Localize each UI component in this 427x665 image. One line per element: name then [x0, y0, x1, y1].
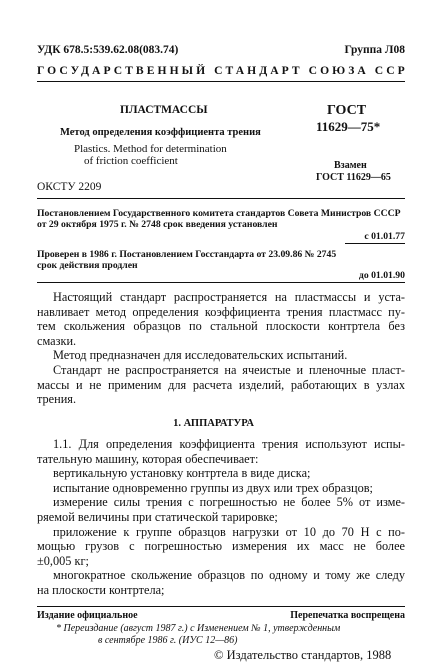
introduction-date: с 01.01.77	[364, 231, 405, 242]
reissue-note-line2: в сентябре 1986 г. (ИУС 12—86)	[98, 635, 238, 646]
subtitle-english-line1: Plastics. Method for determination	[74, 143, 227, 155]
official-edition: Издание официальное	[37, 610, 138, 621]
gost-number: 11629—75*	[316, 119, 381, 134]
subtitle-russian: Метод определения коэффициента трения	[60, 127, 261, 138]
okstu-code: ОКСТУ 2209	[37, 181, 102, 193]
decree-line2: от 29 октября 1975 г. № 2748 срок введения установлен	[37, 219, 278, 230]
group-code: Группа Л08	[344, 44, 405, 56]
intro-p3-line1: Стандарт не распространяется на ячеистые и пленочные пласт-	[53, 362, 405, 377]
intro-p1-line4: смазки.	[37, 333, 77, 348]
intro-p2: Метод предназначен для исследовательских испытаний.	[53, 348, 348, 363]
replaces-label: Взамен	[334, 160, 367, 171]
decree-rule	[37, 282, 405, 283]
intro-p1-line1: Настоящий стандарт распространяется на пластмассы и уста-	[53, 290, 405, 304]
decree-line1: Постановлением Государственного комитета стандартов Совета Министров СССР	[37, 208, 401, 219]
section1-line5: измерение силы трения с погрешностью не более 5% от изме-	[53, 495, 405, 510]
replaces-gost: ГОСТ 11629—65	[316, 172, 391, 183]
udk-code: УДК 678.5:539.62.08(083.74)	[37, 44, 179, 56]
section1-line8: мощью грузов с погрешностью измерения их масс не более	[37, 539, 405, 554]
banner-rule	[37, 81, 405, 82]
section1-line3: вертикальную установку контртела в виде диска;	[53, 466, 311, 481]
intro-p1-line3: тем скольжения образцов по стальной плоскости контртела без	[37, 319, 405, 334]
section1-line9: ±0,005 кг;	[37, 553, 89, 568]
intro-p3-line3: трения.	[37, 392, 77, 407]
standard-banner: ГОСУДАРСТВЕННЫЙ СТАНДАРТ СОЮЗА ССР	[37, 64, 408, 77]
intro-text	[37, 290, 405, 407]
section1-line11: на плоскости контртела;	[37, 582, 165, 597]
section1-line10: многократное скольжение образцов по одному и тому же следу	[53, 568, 405, 583]
extension-date: до 01.01.90	[358, 270, 405, 281]
section1-line2: тательную машину, которая обеспечивает:	[37, 451, 259, 466]
decree-line3: Проверен в 1986 г. Постановлением Госстандарта от 23.09.86 № 2745	[37, 249, 337, 260]
section1-line1: 1.1. Для определения коэффициента трения используют испы-	[53, 437, 405, 451]
section-heading: 1. АППАРАТУРА	[173, 418, 254, 429]
section1-line7: приложение к группе образцов нагрузки от 10 до 70 Н с по-	[53, 524, 405, 539]
intro-p3-line2: массы и не применим для расчета изделий, работающих в узлах	[37, 377, 405, 392]
reprint-prohibited: Перепечатка воспрещена	[290, 610, 405, 621]
gost-label: ГОСТ	[327, 103, 367, 118]
subtitle-english-line2: of friction coefficient	[84, 155, 178, 167]
copyright: © Издательство стандартов, 1988	[214, 648, 392, 662]
section1-line6: ряемой величины при статической тарировке;	[37, 509, 278, 524]
date-underline-1	[345, 243, 405, 244]
title-rule	[37, 198, 405, 199]
footer-rule	[37, 606, 405, 607]
section1-text	[37, 437, 405, 598]
reissue-note-line1: * Переиздание (август 1987 г.) с Изменением № 1, утвержденным	[56, 623, 341, 634]
intro-p1-line2: навливает метод определения коэффициента трения пластмасс пу-	[37, 304, 405, 319]
section1-line4: испытание одновременно группы из двух или трех образцов;	[53, 480, 373, 495]
decree-line4: срок действия продлен	[37, 260, 138, 271]
document-title: ПЛАСТМАССЫ	[120, 104, 208, 116]
